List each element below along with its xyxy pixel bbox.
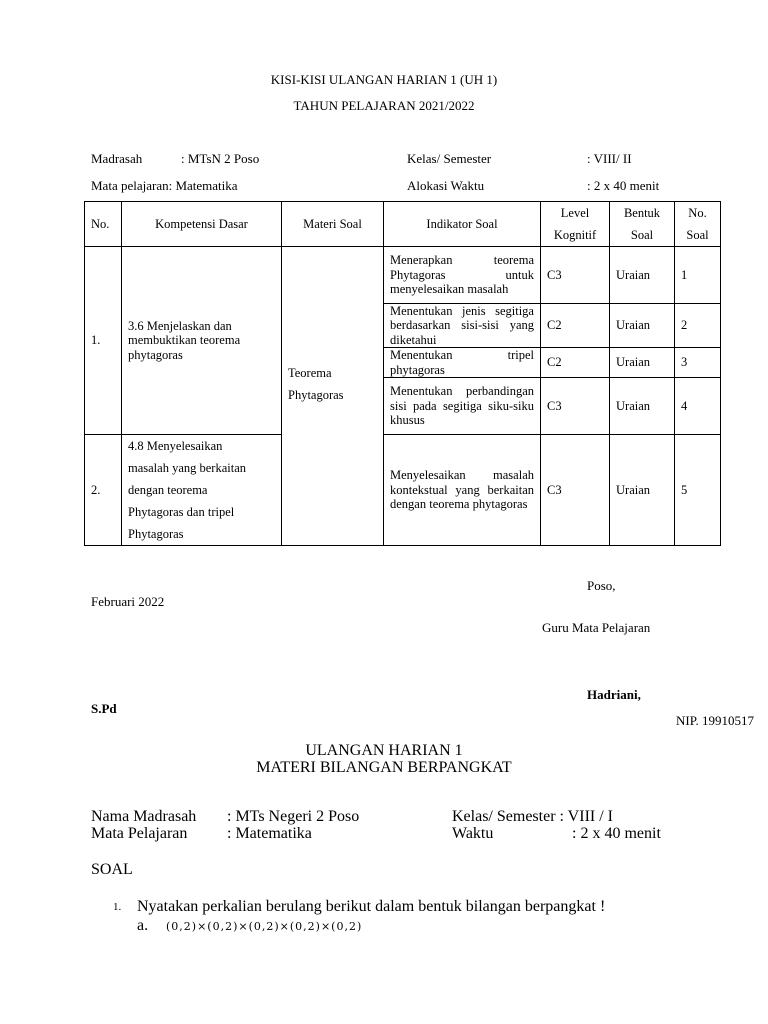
header-bentuk-soal	[610, 202, 675, 247]
bentuk-cell: Uraian	[610, 247, 675, 304]
kompetensi-dasar-cell	[122, 434, 282, 545]
materi-soal-cell	[282, 247, 384, 546]
bentuk-cell: Uraian	[610, 377, 675, 434]
question-number: 1.	[113, 901, 122, 913]
kd-line: dengan teorema	[128, 482, 208, 497]
header-materi-soal: Materi Soal	[282, 202, 384, 247]
subquestion-label: a.	[137, 917, 149, 934]
uh-kelas-text: Kelas/ Semester : VIII / I	[452, 808, 613, 825]
kompetensi-dasar-cell: 3.6 Menjelaskan dan membuktikan teorema phytagoras	[122, 247, 282, 435]
bentuk-cell: Uraian	[610, 304, 675, 348]
header-no: No.	[85, 202, 122, 247]
madrasah-value: : MTsN 2 Poso	[181, 151, 260, 166]
header-level-line2: Kognitif	[553, 228, 597, 242]
nomor-soal-cell: 3	[675, 348, 721, 378]
header-nosoal-line2: Soal	[686, 228, 709, 242]
mata-pelajaran-label: Mata Pelajaran	[91, 825, 188, 842]
kisi-subtitle: TAHUN PELAJARAN 2021/2022	[293, 98, 475, 113]
level-cell: C2	[541, 348, 610, 378]
level-cell: C2	[541, 304, 610, 348]
level-cell: C3	[541, 247, 610, 304]
signature-place: Poso,	[587, 578, 616, 593]
indikator-cell: Menentukan perbandingan sisi pada segitiga siku-siku khusus	[384, 377, 541, 434]
kd-line: 4.8 Menyelesaikan	[128, 438, 223, 453]
soal-heading: SOAL	[91, 861, 133, 878]
question-text: Nyatakan perkalian berulang berikut dalam bentuk bilangan berpangkat !	[137, 898, 606, 915]
nomor-soal-cell: 1	[675, 247, 721, 304]
indikator-cell: Menentukan jenis segitiga berdasarkan sisi-sisi yang diketahui	[384, 304, 541, 348]
kelas-label: Kelas/ Semester	[407, 151, 492, 166]
header-level-kognitif	[541, 202, 610, 247]
uh-title: ULANGAN HARIAN 1	[305, 742, 463, 759]
waktu-value: : 2 x 40 menit	[572, 825, 661, 842]
signature-degree: S.Pd	[91, 701, 117, 716]
mapel-text: Mata pelajaran: Matematika	[91, 178, 238, 193]
table-row	[85, 434, 721, 545]
level-cell: C3	[541, 434, 610, 545]
header-indikator-soal: Indikator Soal	[384, 202, 541, 247]
math-expression: (0,2)×(0,2)×(0,2)×(0,2)×(0,2)	[166, 920, 363, 933]
bentuk-cell: Uraian	[610, 348, 675, 378]
kd-line: masalah yang berkaitan	[128, 460, 247, 475]
nama-madrasah-label: Nama Madrasah	[91, 808, 197, 825]
alokasi-label: Alokasi Waktu	[407, 178, 485, 193]
waktu-label: Waktu	[452, 825, 494, 842]
header-level-line1: Level	[560, 206, 590, 220]
alokasi-value: : 2 x 40 menit	[587, 178, 660, 193]
nama-madrasah-value: : MTs Negeri 2 Poso	[227, 808, 360, 825]
group-number: 2.	[85, 434, 122, 545]
level-cell: C3	[541, 377, 610, 434]
nomor-soal-cell: 4	[675, 377, 721, 434]
signature-name: Hadriani,	[587, 687, 641, 702]
indikator-cell: Menyelesaikan masalah kontekstual yang berkaitan dengan teorema phytagoras	[384, 434, 541, 545]
kd-line: Phytagoras	[128, 526, 184, 541]
kd-line: Phytagoras dan tripel	[128, 504, 235, 519]
mata-pelajaran-value: : Matematika	[227, 825, 312, 842]
indikator-cell: Menerapkan teorema Phytagoras untuk menyelesaikan masalah	[384, 247, 541, 304]
group-number: 1.	[85, 247, 122, 435]
header-kompetensi-dasar: Kompetensi Dasar	[122, 202, 282, 247]
kisi-kisi-table	[84, 201, 721, 546]
header-bentuk-line1: Bentuk	[623, 206, 661, 220]
signature-nip: NIP. 19910517	[676, 713, 755, 728]
table-row	[85, 247, 721, 304]
nomor-soal-cell: 5	[675, 434, 721, 545]
signature-date: Februari 2022	[91, 594, 165, 609]
bentuk-cell: Uraian	[610, 434, 675, 545]
header-nosoal-line1: No.	[688, 206, 707, 220]
madrasah-label: Madrasah	[91, 151, 143, 166]
header-bentuk-line2: Soal	[630, 228, 654, 242]
nomor-soal-cell: 2	[675, 304, 721, 348]
table-header-row	[85, 202, 721, 247]
materi-line2: Phytagoras	[288, 387, 344, 402]
indikator-cell: Menentukan tripel phytagoras	[384, 348, 541, 378]
header-nomor-soal	[675, 202, 721, 247]
kelas-value: : VIII/ II	[587, 151, 632, 166]
kisi-title: KISI-KISI ULANGAN HARIAN 1 (UH 1)	[270, 72, 498, 87]
materi-line1: Teorema	[288, 365, 332, 380]
uh-subtitle: MATERI BILANGAN BERPANGKAT	[256, 759, 512, 776]
signature-role: Guru Mata Pelajaran	[542, 620, 651, 635]
